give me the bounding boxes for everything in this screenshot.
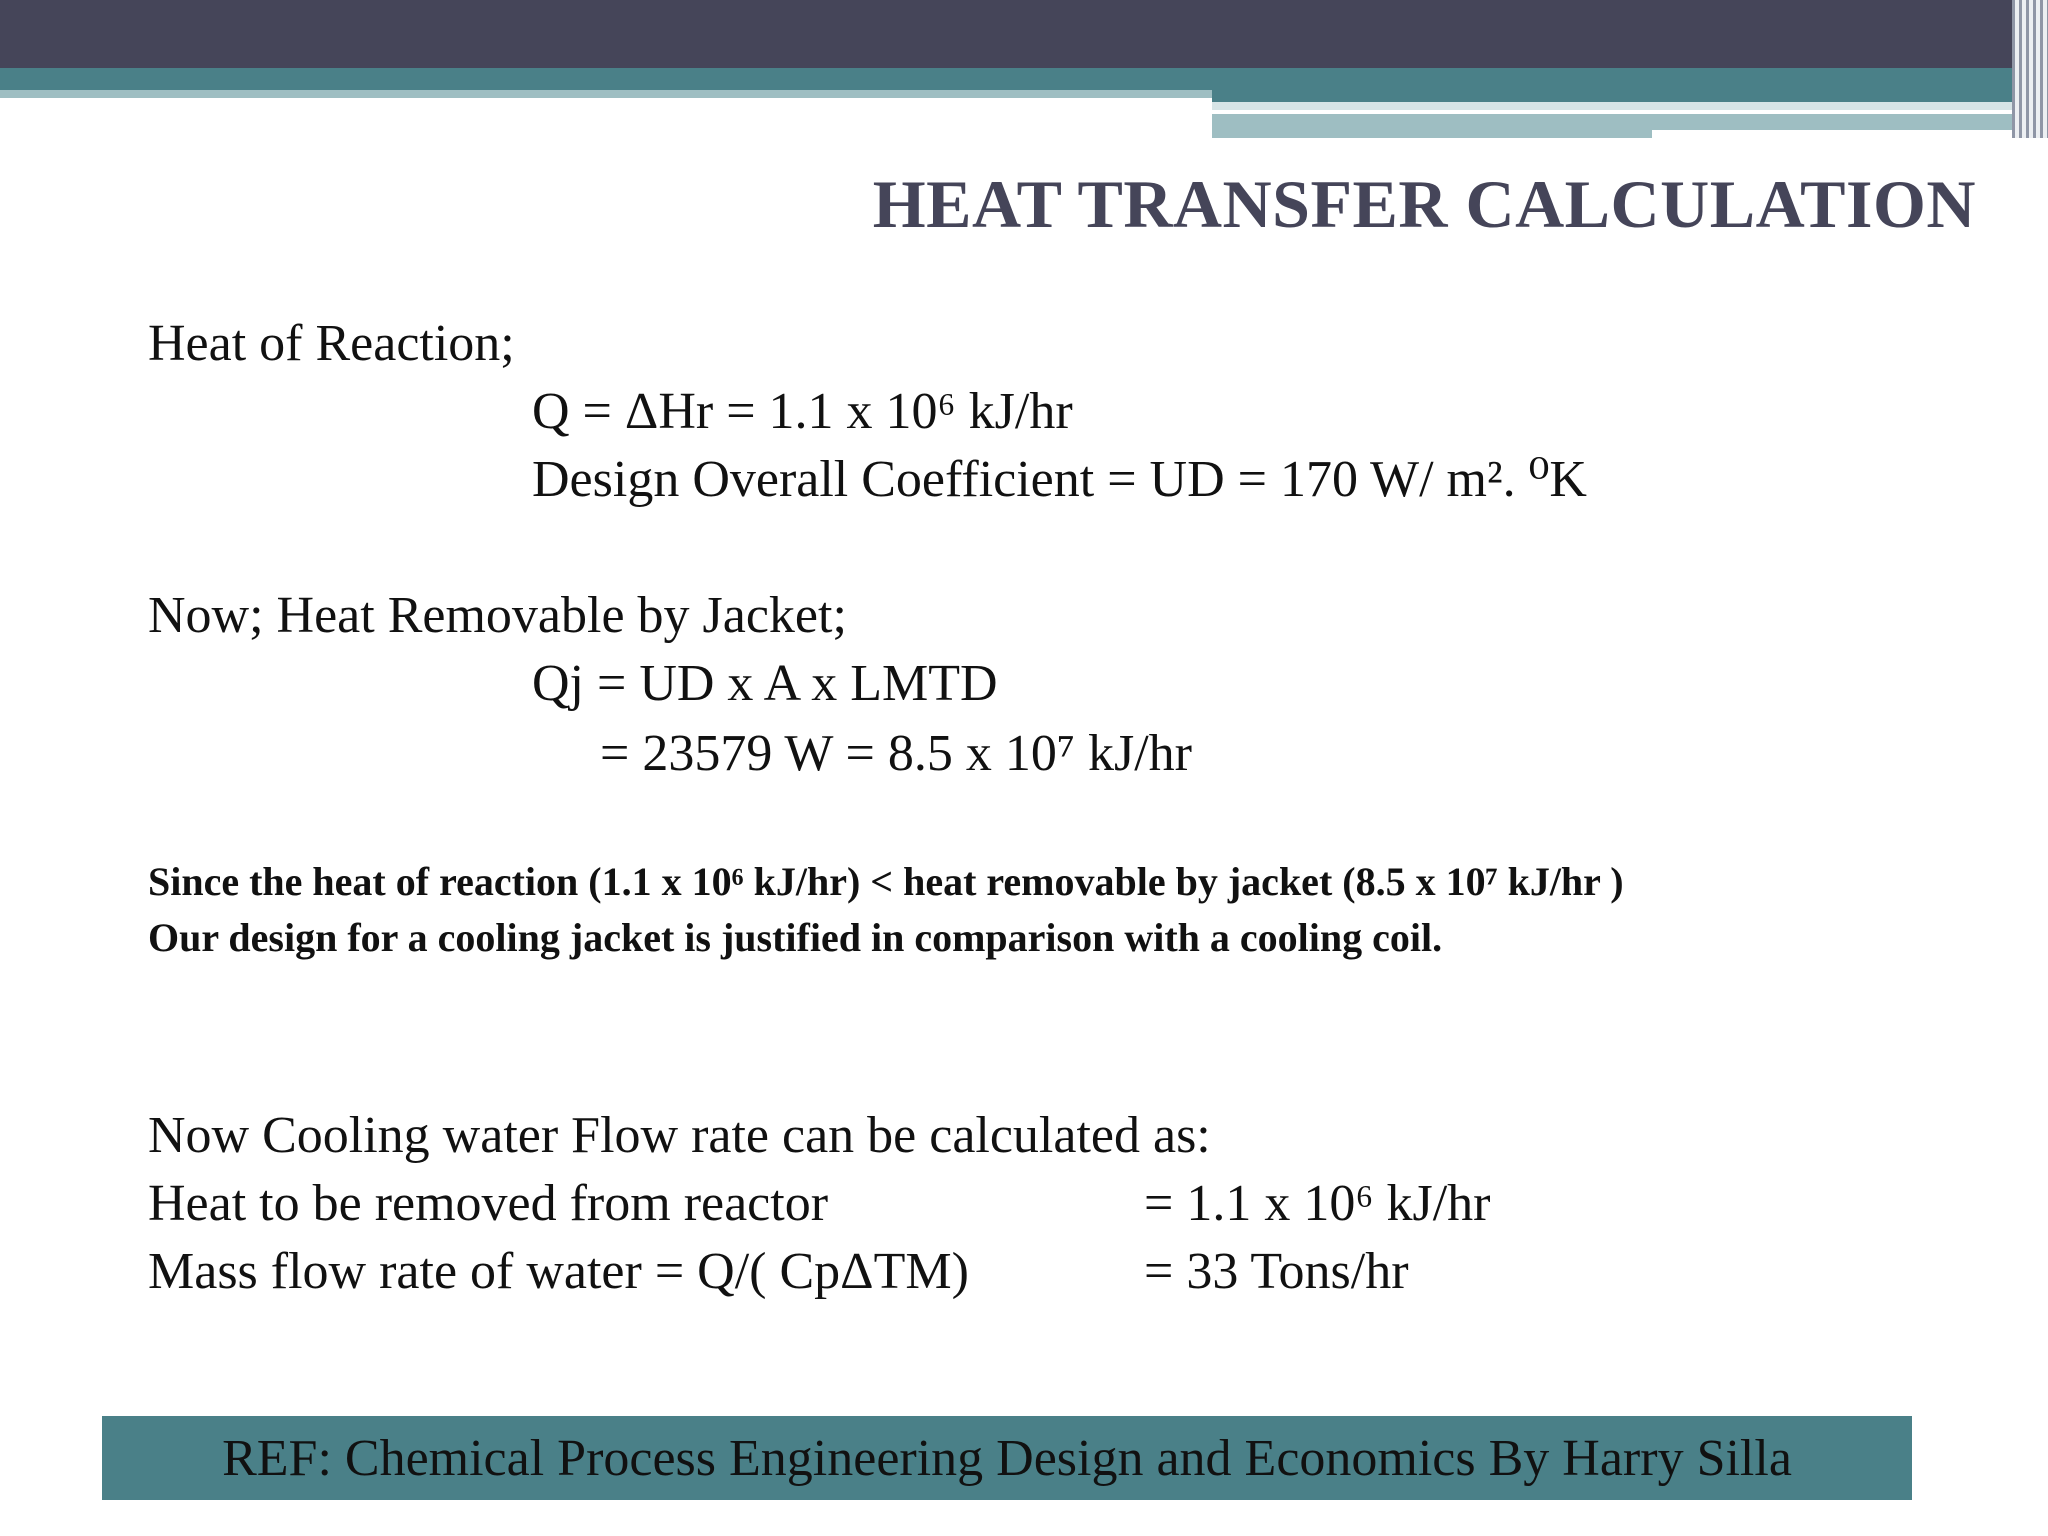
header-stripe [1212,68,2020,102]
heat-removed-value: = 1.1 x 10⁶ kJ/hr [1144,1175,1491,1232]
jacket-heat-result: = 23579 W = 8.5 x 10⁷ kJ/hr [600,725,1192,782]
heat-of-reaction-heading: Heat of Reaction; [148,315,515,372]
reference-banner [102,1416,1912,1500]
heat-of-reaction-equation: Q = ΔHr = 1.1 x 10⁶ kJ/hr [532,383,1073,440]
conclusion-line-1: Since the heat of reaction (1.1 x 10⁶ kJ/hr) < heat removable by jacket (8.5 x 10⁷ kJ/hr ) [148,859,1624,904]
reference-text: REF: Chemical Process Engineering Design and Economics By Harry Silla [222,1429,1792,1487]
heat-removed-label: Heat to be removed from reactor [148,1175,829,1232]
header-stripe [0,90,1212,98]
flow-rate-heading: Now Cooling water Flow rate can be calculated as: [148,1107,1211,1164]
header-stripe [1212,102,2020,110]
header-stripe [0,68,1212,90]
jacket-heading: Now; Heat Removable by Jacket; [148,587,847,644]
overall-coefficient-equation: Design Overall Coefficient = UD = 170 W/ m². ⁰K [532,451,1587,508]
conclusion-line-2: Our design for a cooling jacket is justified in comparison with a cooling coil. [148,915,1443,960]
mass-flow-value: = 33 Tons/hr [1144,1243,1409,1300]
slide-title: HEAT TRANSFER CALCULATION [872,166,1976,242]
header-stripe [1652,130,2020,138]
header-band [0,0,2048,68]
jacket-heat-equation: Qj = UD x A x LMTD [532,655,998,712]
mass-flow-label: Mass flow rate of water = Q/( CpΔTM) [148,1243,969,1300]
decorative-edge-lines [2012,0,2048,138]
